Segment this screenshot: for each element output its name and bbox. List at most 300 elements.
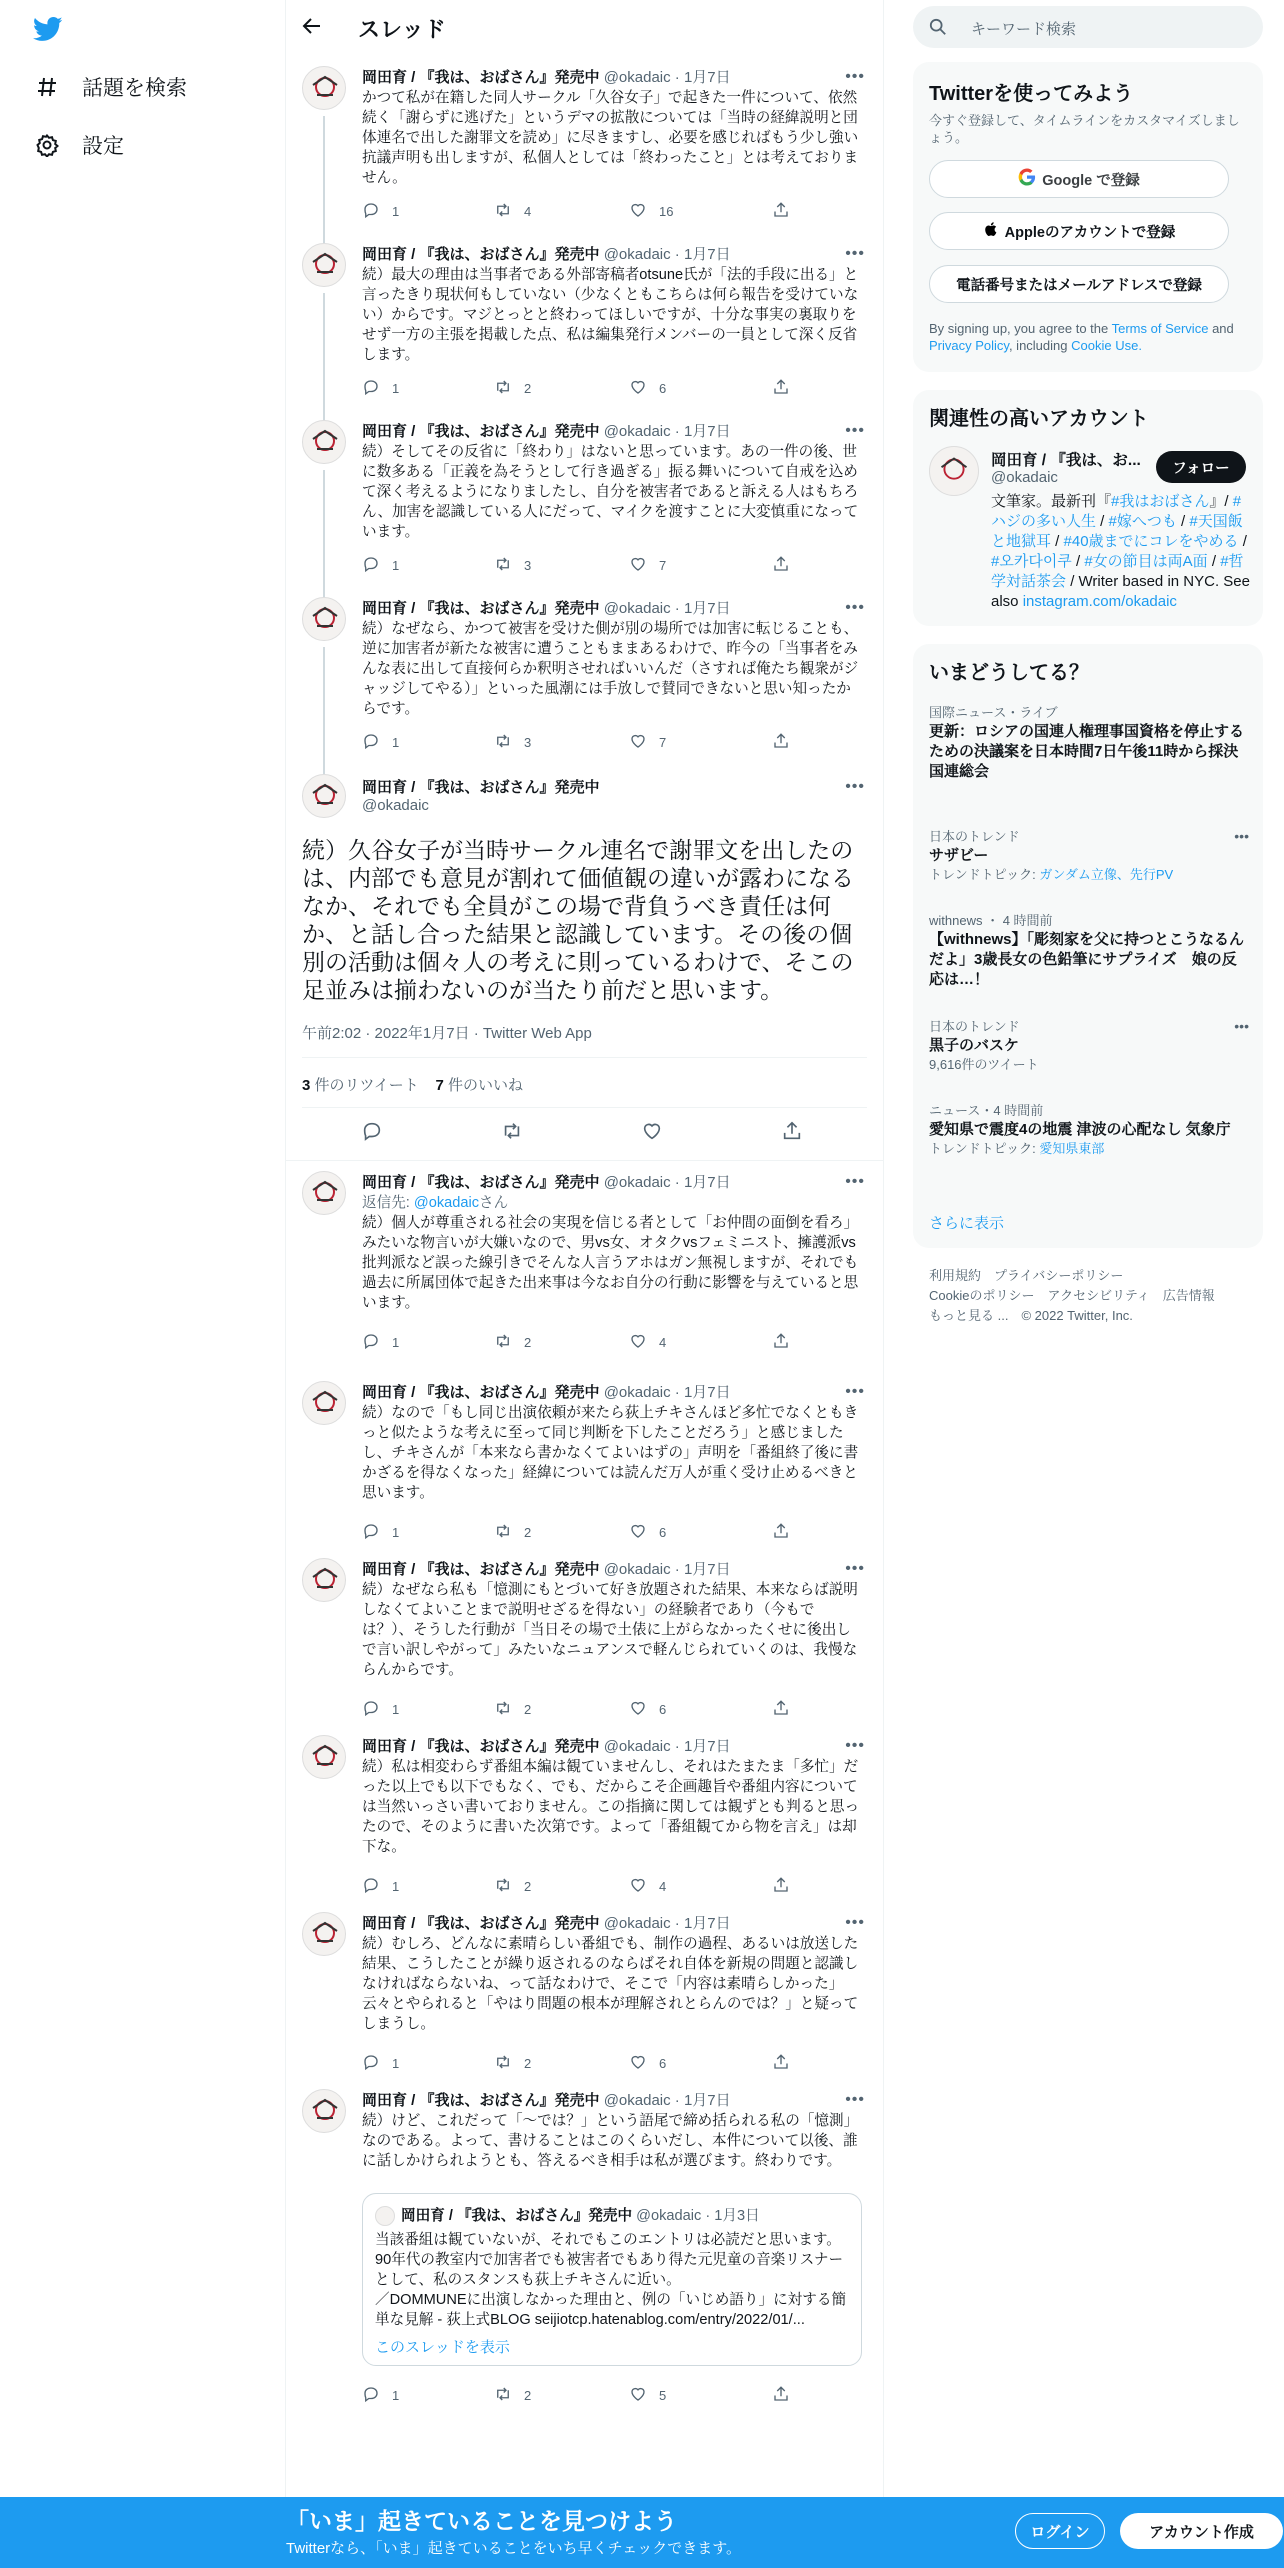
trend-context: withnews ・ 4 時間前: [929, 913, 1053, 928]
trend-sub-link[interactable]: 愛知県東部: [1039, 1141, 1105, 1156]
like-count: 16: [659, 203, 674, 219]
quote-date: 1月3日: [714, 2208, 760, 2224]
author-name[interactable]: 岡田育 / 『我は、おばさん』発売中: [362, 1384, 600, 1401]
retweet-icon: [494, 2385, 524, 2406]
tweet-text: 続）むしろ、どんなに素晴らしい番組でも、制作の過程、あるいは放送した結果、こうしたことが繰り返されるのならばそれ自体を新規の問題と認識しなければならないね、って話なわけで、そこで「内容は素晴らしかった」云々とやられると「やはり問題の根本が理解されとらんのでは？」と疑ってしまうし。: [362, 1936, 859, 2032]
tweet-header: 岡田育 / 『我は、おばさん』発売中 @okadaic · 1月7日: [362, 600, 731, 617]
trend-sub: [929, 866, 1249, 884]
tweet-date[interactable]: 1月7日: [683, 1738, 731, 1755]
trend-title: 愛知県で震度4の地震 津波の心配なし 気象庁: [929, 1121, 1231, 1138]
like-count: 6: [659, 1701, 667, 1717]
like-button[interactable]: [629, 1698, 772, 1720]
author-name[interactable]: 岡田育 / 『我は、おばさん』発売中: [362, 246, 600, 263]
quote-header: 岡田育 / 『我は、おばさん』発売中 @okadaic · 1月3日: [375, 2204, 760, 2226]
share-icon: [772, 1699, 802, 1720]
more-icon[interactable]: •••: [845, 2091, 865, 2108]
share-button[interactable]: [772, 1698, 802, 1720]
terms-prefix: By signing up, you agree to the: [929, 321, 1109, 336]
left-nav: [0, 0, 284, 2568]
author-handle[interactable]: @okadaic: [603, 1738, 671, 1755]
reply-count: 1: [392, 734, 400, 750]
phone-signup-label: 電話番号またはメールアドレスで登録: [956, 277, 1202, 294]
trend-item[interactable]: [929, 1018, 1249, 1074]
tweet-date[interactable]: 1月7日: [683, 2092, 731, 2109]
tweet-date[interactable]: 1月7日: [683, 1384, 731, 1401]
share-button[interactable]: [772, 377, 802, 399]
author-handle[interactable]: @okadaic: [603, 1174, 671, 1191]
reply-button[interactable]: [362, 1521, 494, 1543]
reply-icon: [362, 1699, 392, 1720]
trend-context: ニュース・4 時間前: [929, 1103, 1044, 1118]
avatar[interactable]: [302, 2089, 346, 2133]
back-arrow-icon[interactable]: [300, 14, 328, 42]
tweet-text: 続）なぜなら、かつて被害を受けた側が別の場所では加害に転じることも、逆に加害者が新たな被害に遭うこともままあるわけで、昨今の「当事者をみんな表に出して直接何らか釈明させればいいんだ（さすれば俺たち観衆がジャッジしてやる）」といった風潮には手放しで賛同できないと思い知ったからです。: [362, 621, 859, 717]
avatar[interactable]: [302, 243, 346, 287]
retweet-button[interactable]: [494, 1331, 629, 1353]
apple-signup-label: Appleのアカウントで登録: [1004, 224, 1176, 241]
retweet-count: 3: [524, 734, 532, 750]
share-button[interactable]: [772, 554, 802, 576]
google-icon: [1018, 168, 1036, 190]
share-button[interactable]: [772, 200, 802, 222]
reply-button[interactable]: [362, 2052, 494, 2074]
focus-tweet-text: 続）久谷女子が当時サークル連名で謝罪文を出したのは、内部でも意見が割れて価値観の違いが露わになるなか、それでも全員がこの場で背負うべき責任は何か、と話し合った結果と認識しています。その後の個別の活動は個々人の考えに則っているわけで、そこの足並みは揃わないのが当たり前だと思います。: [302, 837, 854, 1003]
tweet-date[interactable]: 1月7日: [683, 69, 731, 86]
avatar[interactable]: [302, 1558, 346, 1602]
footer-line[interactable]: もっと見る ... © 2022 Twitter, Inc.: [929, 1308, 1133, 1323]
tweet-text: 続）けど、これだって「〜では？」という語尾で締め括られる私の「憶測」なのである。よって、書けることはこのくらいだし、本件について以後、誰に話しかけられようとも、答えるべき相手は私が選びます。終わりです。: [362, 2113, 859, 2169]
bio-hashtag[interactable]: #오카다이쿠: [991, 553, 1072, 570]
share-icon: [772, 2385, 802, 2406]
retweet-count: 2: [524, 380, 532, 396]
share-button[interactable]: [772, 2052, 802, 2074]
focus-actions: [302, 1120, 862, 1147]
trends-title: いまどうしてる？: [929, 662, 1089, 684]
share-icon: [772, 1876, 802, 1897]
like-button[interactable]: [629, 377, 772, 399]
terms-including: , including: [1008, 338, 1068, 353]
author-name[interactable]: 岡田育 / 『我は、おばさん』発売中: [362, 1738, 600, 1755]
reply-icon: [362, 732, 392, 753]
retweet-button[interactable]: [494, 1521, 629, 1543]
gear-icon: [34, 132, 60, 158]
login-button[interactable]: ログイン: [1015, 2513, 1105, 2549]
retweet-icon: [494, 378, 524, 399]
more-icon[interactable]: •••: [845, 778, 865, 795]
like-count: 4: [659, 1878, 667, 1894]
thread-line: [323, 470, 325, 597]
author-handle[interactable]: @okadaic: [603, 600, 671, 617]
share-icon: [772, 201, 802, 222]
trend-sub-prefix: トレンドトピック:: [929, 1141, 1040, 1156]
trend-context: 日本のトレンド: [929, 1019, 1020, 1034]
retweet-button[interactable]: [494, 731, 629, 753]
more-icon[interactable]: •••: [1234, 828, 1249, 844]
tweet-actions: [362, 1331, 802, 1353]
reply-icon[interactable]: [361, 1120, 383, 1147]
share-icon[interactable]: [781, 1120, 803, 1147]
trend-sub: [929, 1140, 1249, 1158]
hashtag-icon: [34, 74, 60, 100]
reply-prefix: 返信先:: [362, 1195, 410, 1211]
retweet-icon: [494, 201, 524, 222]
focus-stats: [302, 1074, 523, 1095]
retweet-icon: [494, 1522, 524, 1543]
reply-button[interactable]: [362, 377, 494, 399]
reply-count: 1: [392, 1878, 400, 1894]
like-icon[interactable]: [641, 1120, 663, 1147]
reply-suffix: さん: [479, 1195, 509, 1211]
share-icon: [772, 555, 802, 576]
share-icon: [772, 2053, 802, 2074]
terms-and: and: [1212, 321, 1234, 336]
focus-tweet-meta[interactable]: 午前2:02 · 2022年1月7日 · Twitter Web App: [302, 1025, 592, 1042]
author-handle[interactable]: @okadaic: [603, 1561, 671, 1578]
tweet-text: 続）なぜなら私も「憶測にもとづいて好き放題された結果、本来ならば説明しなくてよいことまで説明せざるを得ない」の経験者であり（今もでは？）、そうした行動が「当日その場で土俵に上がらなかったくせに後出しで言い訳しやがって」みたいなニュアンスで軽んじられていくのは、我慢ならんからです。: [362, 1582, 858, 1678]
tweet-actions: [362, 1698, 802, 1720]
avatar[interactable]: [302, 1381, 346, 1425]
divider: [302, 1107, 867, 1108]
more-icon[interactable]: •••: [845, 1737, 865, 1754]
retweet-button[interactable]: [494, 1875, 629, 1897]
share-icon: [772, 1522, 802, 1543]
share-icon: [772, 732, 802, 753]
retweet-count: 2: [524, 1334, 532, 1350]
like-button[interactable]: [629, 731, 772, 753]
divider: [286, 1160, 883, 1161]
trend-sub-prefix: トレンドトピック:: [929, 867, 1040, 882]
more-icon[interactable]: •••: [845, 1914, 865, 1931]
trend-item[interactable]: [929, 828, 1249, 884]
author-handle[interactable]: @okadaic: [362, 797, 429, 814]
thread-header: [286, 0, 883, 56]
retweet-icon: [494, 732, 524, 753]
tweet-header: 岡田育 / 『我は、おばさん』発売中 @okadaic · 1月7日: [362, 1561, 731, 1578]
footer-line[interactable]: 利用規約 プライバシーポリシー: [929, 1268, 1124, 1283]
trend-title: 更新：ロシアの国連人権理事国資格を停止するための決議案を日本時間7日午後11時から採決 国連総会: [929, 723, 1245, 780]
reply-button[interactable]: [362, 1331, 494, 1353]
search-icon: [929, 18, 947, 36]
quote-author-handle: @okadaic: [636, 2208, 702, 2224]
trend-title: 黒子のバスケ: [929, 1037, 1020, 1054]
tweet-header: 岡田育 / 『我は、おばさん』発売中 @okadaic · 1月7日: [362, 2092, 731, 2109]
reply-button[interactable]: [362, 2384, 494, 2406]
signup-title: Twitterを使ってみよう: [929, 83, 1134, 105]
share-icon: [772, 1332, 802, 1353]
trend-title: 【withnews】「彫刻家を父に持つとこうなるんだよ」3歳長女の色鉛筆にサプライズ 娘の反応は…！: [929, 931, 1245, 988]
retweet-icon: [494, 1332, 524, 1353]
avatar[interactable]: [302, 774, 346, 818]
like-icon: [629, 1332, 659, 1353]
tweet-actions: [362, 200, 802, 222]
retweet-icon[interactable]: [501, 1120, 523, 1147]
share-button[interactable]: [772, 2384, 802, 2406]
retweet-icon: [494, 555, 524, 576]
author-name[interactable]: 岡田育 / 『我は、おばさん』発売中: [362, 779, 600, 796]
reply-icon: [362, 201, 392, 222]
nav-explore-label: 話題を検索: [82, 77, 187, 100]
divider: [302, 1057, 867, 1058]
bio-hashtag[interactable]: #我はおばさん: [1111, 493, 1210, 510]
like-button[interactable]: [629, 554, 772, 576]
tweet-text: 続）私は相変わらず番組本編は観ていませんし、それはたまたま「多忙」だった以上でも以下でもなく、でも、だからこそ企画趣旨や番組内容については当然いっさい書いておりません。この指摘に関しては観ずとも判ると思ったので、そのように書いた次第です。よって「番組観てから物を言え」は却下な。: [362, 1759, 860, 1855]
trend-sub-link[interactable]: ガンダム立像、先行PV: [1039, 867, 1174, 882]
reply-button[interactable]: [362, 731, 494, 753]
bottom-bar-title: 「いま」起きていることを見つけよう: [286, 2508, 677, 2534]
related-account-handle[interactable]: @okadaic: [991, 469, 1058, 486]
show-more-link[interactable]: さらに表示: [929, 1215, 1005, 1232]
more-icon[interactable]: •••: [1234, 1018, 1249, 1034]
bottom-bar-subtitle: Twitterなら、「いま」起きていることをいち早くチェックできます。: [286, 2540, 742, 2557]
like-icon: [629, 732, 659, 753]
privacy-link[interactable]: Privacy Policy: [929, 338, 1009, 353]
signup-button[interactable]: アカウント作成: [1120, 2513, 1283, 2549]
avatar[interactable]: [302, 1735, 346, 1779]
share-icon: [772, 378, 802, 399]
retweet-count[interactable]: 3: [302, 1077, 311, 1094]
author-name[interactable]: 岡田育 / 『我は、おばさん』発売中: [362, 600, 600, 617]
tweet-date[interactable]: 1月7日: [683, 1174, 731, 1191]
thread-line: [323, 293, 325, 420]
tweet-header: 岡田育 / 『我は、おばさん』発売中 @okadaic · 1月7日: [362, 423, 731, 440]
like-count: 5: [659, 2387, 667, 2403]
reply-mention[interactable]: @okadaic: [413, 1195, 480, 1211]
author-name[interactable]: 岡田育 / 『我は、おばさん』発売中: [362, 1915, 600, 1932]
like-count[interactable]: 7: [435, 1077, 444, 1094]
phone-signup-button[interactable]: [929, 265, 1229, 303]
retweet-count: 2: [524, 1701, 532, 1717]
reply-count: 1: [392, 203, 400, 219]
avatar[interactable]: [302, 1171, 346, 1215]
tweet-date[interactable]: 1月7日: [683, 246, 731, 263]
apple-signup-button[interactable]: [929, 212, 1229, 250]
like-icon: [629, 2385, 659, 2406]
tweet-header: 岡田育 / 『我は、おばさん』発売中 @okadaic · 1月7日: [362, 69, 731, 86]
thread-line: [323, 116, 325, 243]
tweet-actions: [362, 554, 802, 576]
tweet-actions: [362, 2384, 802, 2406]
google-signup-button[interactable]: [929, 160, 1229, 198]
footer-line[interactable]: Cookieのポリシー アクセシビリティ 広告情報: [929, 1288, 1215, 1303]
like-button[interactable]: [629, 1331, 772, 1353]
like-count: 6: [659, 2055, 667, 2071]
page-title: スレッド: [358, 17, 446, 42]
retweet-count: 4: [524, 203, 532, 219]
reply-count: 1: [392, 557, 400, 573]
author-handle[interactable]: @okadaic: [603, 1915, 671, 1932]
author-handle[interactable]: @okadaic: [603, 423, 671, 440]
like-icon: [629, 378, 659, 399]
more-icon[interactable]: •••: [845, 1383, 865, 1400]
reply-icon: [362, 378, 392, 399]
like-icon: [629, 1876, 659, 1897]
more-icon[interactable]: •••: [845, 68, 865, 85]
retweet-count: 2: [524, 2055, 532, 2071]
tweet-header: 岡田育 / 『我は、おばさん』発売中 @okadaic · 1月7日: [362, 246, 731, 263]
bottom-signup-bar: [0, 2497, 1284, 2568]
retweet-button[interactable]: [494, 2384, 629, 2406]
reply-button[interactable]: [362, 1698, 494, 1720]
share-button[interactable]: [772, 1875, 802, 1897]
reply-icon: [362, 1522, 392, 1543]
reply-count: 1: [392, 2055, 400, 2071]
bio-hashtag[interactable]: #女の節目は両A面: [1084, 553, 1208, 570]
like-button[interactable]: [629, 1521, 772, 1543]
avatar[interactable]: [929, 446, 979, 496]
author-handle[interactable]: @okadaic: [603, 246, 671, 263]
quote-text: 当該番組は観ていないが、それでもこのエントリは必読だと思います。90年代の教室内で加害者でも被害者でもあり得た元児童の音楽リスナーとして、私のスタンスも荻上チキさんに近い。 ／DOMMUNEに出演しなかった理由と、例の「いじめ語り」に対する簡単な見解 - 荻上式BLOG seijiotcp.hatenablog.com/entry/2022/01/...: [375, 2232, 847, 2328]
related-title: 関連性の高いアカウント: [929, 408, 1149, 430]
like-icon: [629, 555, 659, 576]
nav-settings[interactable]: [34, 125, 124, 165]
tweet-date[interactable]: 1月7日: [683, 600, 731, 617]
more-icon[interactable]: •••: [845, 245, 865, 262]
retweet-count: 2: [524, 2387, 532, 2403]
retweet-icon: [494, 1699, 524, 1720]
tweet-header: 岡田育 / 『我は、おばさん』発売中 @okadaic · 1月7日: [362, 1174, 731, 1191]
avatar[interactable]: [302, 66, 346, 110]
more-icon[interactable]: •••: [845, 1560, 865, 1577]
tweet-date[interactable]: 1月7日: [683, 1561, 731, 1578]
like-button[interactable]: [629, 2052, 772, 2074]
trend-item[interactable]: [929, 912, 1249, 990]
tweet-actions: [362, 731, 802, 753]
tweet-text: 続）そしてその反省に「終わり」はないと思っています。あの一件の後、世に数多ある「正義を為そうとして行き過ぎる」振る舞いについて自戒を込めて深く考えるようになりましたし、自分を被害者であると訴える人はもちろん、加害を認識している人にだって、マイクを渡すことに大変慎重になっています。: [362, 444, 859, 540]
avatar[interactable]: [302, 597, 346, 641]
bio-mid: 』/: [1209, 493, 1229, 510]
search-placeholder: キーワード検索: [971, 21, 1077, 38]
reply-button[interactable]: [362, 200, 494, 222]
trend-title: サザビー: [929, 847, 989, 864]
like-button[interactable]: [629, 2384, 772, 2406]
trend-sub: 9,616件のツイート: [929, 1057, 1039, 1072]
bio-hashtag[interactable]: #天国飯と地獄耳: [991, 513, 1243, 550]
terms-link[interactable]: Terms of Service: [1111, 321, 1209, 336]
nav-explore[interactable]: [34, 67, 187, 107]
tweet-header: 岡田育 / 『我は、おばさん』発売中 @okadaic · 1月7日: [362, 1384, 731, 1401]
bio-link[interactable]: instagram.com/okadaic: [1022, 593, 1177, 610]
tweet-actions: [362, 377, 802, 399]
retweet-button[interactable]: [494, 200, 629, 222]
trends-panel: [913, 644, 1263, 1248]
more-icon[interactable]: •••: [845, 599, 865, 616]
show-thread-link[interactable]: このスレッドを表示: [375, 2339, 510, 2356]
retweet-button[interactable]: [494, 1698, 629, 1720]
tweet-text: 続）最大の理由は当事者である外部寄稿者otsune氏が「法的手段に出る」と言ったきり現状何もしていない（少なくともこちらは何ら報告を受けていない）からです。マジとっとと終わってほしいですが、十分な事実の裏取りをせず一方の主張を掲載した点、私は編集発行メンバーの一員として深く反省します。: [362, 267, 859, 363]
related-accounts-panel: [913, 390, 1263, 626]
bio-hashtag[interactable]: #ハジの多い人生: [991, 493, 1242, 530]
cookie-link[interactable]: Cookie Use.: [1071, 338, 1142, 353]
tweet-text: 続）なので「もし同じ出演依頼が来たら荻上チキさんほど多忙でなくともきっと似たような考えに至って同じ判断を下したことだろう」と感じましたし、チキさんが「本来なら書かなくてよいはずの」声明を「番組終了後に書かざるを得なくなった」経緯については読んだ万人が重く受け止めるべきと思います。: [362, 1405, 859, 1501]
share-button[interactable]: [772, 1331, 802, 1353]
related-account-name[interactable]: 岡田育 / 『我は、お...: [991, 452, 1141, 469]
reply-count: 1: [392, 380, 400, 396]
tweet-actions: [362, 1875, 802, 1897]
reply-count: 1: [392, 2387, 400, 2403]
like-count: 4: [659, 1334, 667, 1350]
bio-hashtag[interactable]: #40歳までにコレをやめる: [1063, 533, 1239, 550]
more-icon[interactable]: •••: [845, 1173, 865, 1190]
search-input[interactable]: [913, 6, 1263, 48]
author-name[interactable]: 岡田育 / 『我は、おばさん』発売中: [362, 2092, 600, 2109]
avatar[interactable]: [302, 1912, 346, 1956]
retweet-count: 3: [524, 557, 532, 573]
retweet-button[interactable]: [494, 377, 629, 399]
trend-context: 国際ニュース・ライブ: [929, 705, 1058, 720]
author-handle[interactable]: @okadaic: [603, 69, 671, 86]
like-icon: [629, 201, 659, 222]
author-handle[interactable]: @okadaic: [603, 1384, 671, 1401]
like-icon: [629, 2053, 659, 2074]
related-account-bio: 文筆家。最新刊『#我はおばさん』/ #ハジの多い人生 / #嫁へつも / #天国飯と地獄耳 / #40歳までにコレをやめる / #오카다이쿠 / #女の節目は両A面 / #哲学対話茶会 / Writer based in NYC. See also instagram.com/okadaic: [991, 493, 1250, 610]
reply-icon: [362, 2385, 392, 2406]
author-name[interactable]: 岡田育 / 『我は、おばさん』発売中: [362, 1561, 600, 1578]
bio-prefix: 文筆家。最新刊『: [991, 493, 1112, 510]
retweet-button[interactable]: [494, 554, 629, 576]
retweet-button[interactable]: [494, 2052, 629, 2074]
author-handle[interactable]: @okadaic: [603, 2092, 671, 2109]
like-icon: [629, 1699, 659, 1720]
author-name[interactable]: 岡田育 / 『我は、おばさん』発売中: [362, 1174, 600, 1191]
reply-to: [362, 1193, 862, 1213]
reply-button[interactable]: [362, 1875, 494, 1897]
main-column: [286, 0, 883, 2500]
tweet-actions: [362, 1521, 802, 1543]
retweet-icon: [494, 1876, 524, 1897]
author-name[interactable]: 岡田育 / 『我は、おばさん』発売中: [362, 69, 600, 86]
twitter-logo-icon[interactable]: [30, 14, 70, 44]
signup-panel: [913, 62, 1263, 372]
retweet-icon: [494, 2053, 524, 2074]
author-name[interactable]: 岡田育 / 『我は、おばさん』発売中: [362, 423, 600, 440]
divider: [883, 0, 884, 2500]
like-button[interactable]: [629, 1875, 772, 1897]
like-icon: [629, 1522, 659, 1543]
share-button[interactable]: [772, 731, 802, 753]
google-signup-label: Google で登録: [1042, 172, 1140, 189]
tweet-date[interactable]: 1月7日: [683, 1915, 731, 1932]
trend-item[interactable]: [929, 1102, 1249, 1158]
reply-icon: [362, 1876, 392, 1897]
reply-count: 1: [392, 1524, 400, 1540]
more-icon[interactable]: •••: [845, 422, 865, 439]
reply-count: 1: [392, 1701, 400, 1717]
share-button[interactable]: [772, 1521, 802, 1543]
trend-item[interactable]: [929, 704, 1249, 782]
tweet-actions: [362, 2052, 802, 2074]
terms-text: [929, 320, 1249, 354]
tweet-date[interactable]: 1月7日: [683, 423, 731, 440]
bio-hashtag[interactable]: #嫁へつも: [1108, 513, 1177, 530]
reply-button[interactable]: [362, 554, 494, 576]
avatar: [375, 2206, 395, 2226]
retweet-count: 2: [524, 1878, 532, 1894]
like-button[interactable]: [629, 200, 772, 222]
like-count: 6: [659, 1524, 667, 1540]
follow-button[interactable]: フォロー: [1156, 451, 1246, 483]
retweet-count-label[interactable]: 件のリツイート: [314, 1077, 419, 1094]
reply-icon: [362, 1332, 392, 1353]
tweet-text: かつて私が在籍した同人サークル「久谷女子」で起きた一件について、依然続く「謝らずに逃げた」というデマの拡散については「当時の経緯説明と団体連名で出した謝罪文を読め」に尽きますし、必要を感じればもう少し強い抗議声明も出しますが、私個人としては「終わったこと」とは考えておりません。: [362, 90, 859, 186]
avatar[interactable]: [302, 420, 346, 464]
like-count: 7: [659, 734, 667, 750]
quote-tweet[interactable]: [362, 2193, 862, 2366]
tweet-text: 続）個人が尊重される社会の実現を信じる者として「お仲間の面倒を看ろ」みたいな物言いが大嫌いなので、男vs女、オタクvsフェミニスト、擁護派vs批判派など誤った線引きでそんな人言うアホはガン無視しますが、それでも過去に所属団体で起きた出来事は今なお自分の行動に影響を与えていると思います。: [362, 1215, 859, 1311]
like-count: 7: [659, 557, 667, 573]
reply-count: 1: [392, 1334, 400, 1350]
bio-hashtag[interactable]: #哲学対話茶会: [991, 553, 1244, 590]
like-count-label[interactable]: 件のいいね: [447, 1077, 523, 1094]
